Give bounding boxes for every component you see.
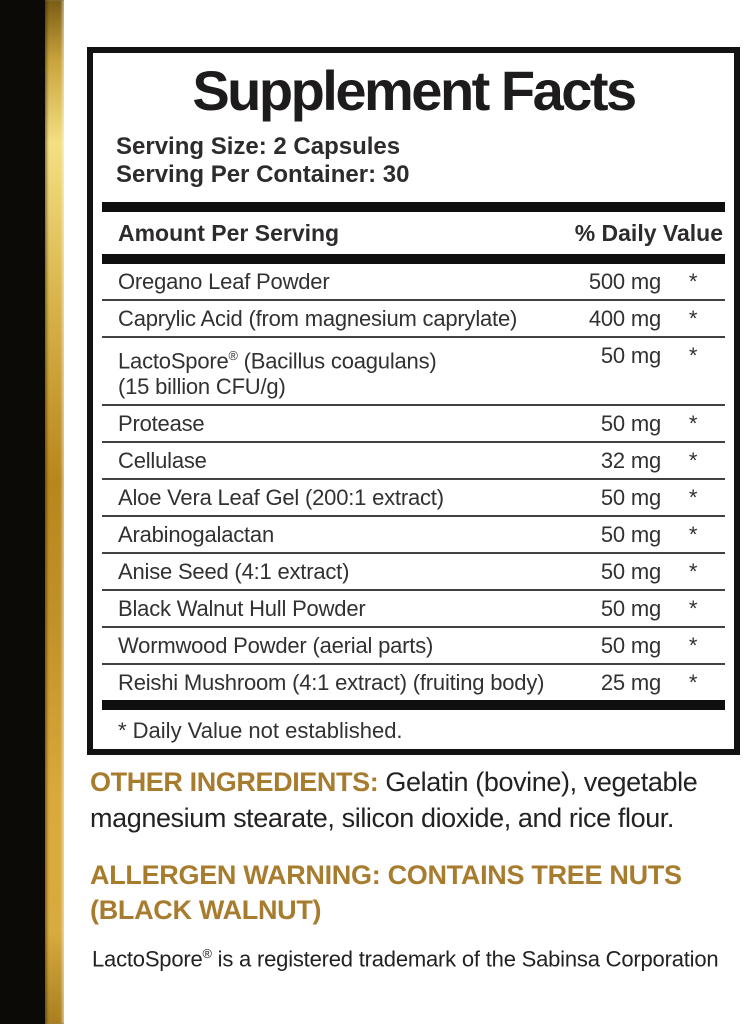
ingredient-row bbox=[102, 554, 725, 591]
serving-info bbox=[116, 133, 725, 189]
thick-divider bbox=[102, 202, 725, 212]
ingredient-name: Black Walnut Hull Powder bbox=[118, 596, 366, 622]
serving-size: Serving Size: 2 Capsules bbox=[116, 133, 401, 160]
ingredient-daily-value: * bbox=[688, 343, 698, 368]
thick-divider bbox=[102, 254, 725, 264]
ingredient-name: Arabinogalactan bbox=[118, 522, 275, 548]
ingredient-daily-value: * bbox=[688, 485, 698, 511]
ingredient-name: Cellulase bbox=[118, 448, 207, 474]
column-header-row bbox=[102, 212, 725, 254]
panel-title: Supplement Facts bbox=[192, 59, 635, 122]
ingredient-name-line2: (15 billion CFU/g) bbox=[118, 374, 286, 400]
ingredient-name bbox=[102, 343, 561, 400]
ingredient-row bbox=[102, 628, 725, 665]
ingredient-name: Anise Seed (4:1 extract) bbox=[118, 559, 350, 585]
ingredient-amount: 500 mg bbox=[588, 269, 661, 294]
column-header-amount: Amount Per Serving bbox=[118, 220, 340, 246]
ingredient-amount: 50 mg bbox=[600, 411, 661, 437]
left-black-edge-bar bbox=[0, 0, 45, 1024]
registered-trademark-symbol: ® bbox=[202, 946, 212, 961]
other-ingredients bbox=[90, 764, 750, 836]
servings-per-container: Serving Per Container: 30 bbox=[116, 161, 410, 188]
ingredient-daily-value: * bbox=[688, 306, 698, 331]
ingredient-name-part: LactoSpore bbox=[118, 348, 229, 374]
ingredient-row bbox=[102, 338, 725, 406]
ingredient-name: Protease bbox=[118, 411, 205, 437]
allergen-warning: ALLERGEN WARNING: CONTAINS TREE NUTS (BLACK WALNUT) bbox=[90, 860, 682, 925]
ingredient-name: Caprylic Acid (from magnesium caprylate) bbox=[118, 306, 518, 331]
ingredient-daily-value: * bbox=[688, 448, 698, 474]
trademark-note bbox=[92, 946, 750, 972]
ingredient-amount: 400 mg bbox=[588, 306, 661, 331]
ingredient-amount: 50 mg bbox=[600, 343, 661, 368]
ingredient-row bbox=[102, 264, 725, 301]
thick-divider bbox=[102, 700, 725, 710]
ingredient-row bbox=[102, 301, 725, 338]
ingredient-daily-value: * bbox=[688, 670, 698, 696]
ingredient-daily-value: * bbox=[688, 411, 698, 437]
ingredient-daily-value: * bbox=[688, 633, 698, 659]
ingredient-name: Reishi Mushroom (4:1 extract) (fruiting body) bbox=[118, 670, 545, 696]
ingredient-name: Aloe Vera Leaf Gel (200:1 extract) bbox=[118, 485, 444, 511]
ingredient-rows bbox=[102, 264, 725, 700]
other-ingredients-label: OTHER INGREDIENTS: bbox=[90, 767, 379, 797]
ingredient-amount: 50 mg bbox=[600, 596, 661, 622]
ingredient-daily-value: * bbox=[688, 269, 698, 294]
registered-trademark-symbol: ® bbox=[228, 348, 238, 363]
column-header-daily-value: % Daily Value bbox=[574, 220, 723, 246]
ingredient-row bbox=[102, 665, 725, 700]
daily-value-footnote: * Daily Value not established. bbox=[118, 718, 403, 744]
ingredient-name: Oregano Leaf Powder bbox=[118, 269, 330, 294]
ingredient-amount: 50 mg bbox=[600, 522, 661, 548]
other-ingredients-text: Gelatin (bovine), vegetable magnesium stearate, silicon dioxide, and rice flour. bbox=[90, 767, 698, 833]
ingredient-name: Wormwood Powder (aerial parts) bbox=[118, 633, 434, 659]
ingredient-row bbox=[102, 591, 725, 628]
left-gold-stripe bbox=[45, 0, 64, 1024]
ingredient-daily-value: * bbox=[688, 522, 698, 548]
ingredient-amount: 32 mg bbox=[600, 448, 661, 474]
ingredient-row bbox=[102, 406, 725, 443]
ingredient-amount: 50 mg bbox=[600, 559, 661, 585]
ingredient-row bbox=[102, 517, 725, 554]
ingredient-amount: 25 mg bbox=[600, 670, 661, 696]
trademark-brand: LactoSpore bbox=[92, 946, 203, 972]
supplement-facts-panel bbox=[87, 47, 740, 755]
ingredient-daily-value: * bbox=[688, 596, 698, 622]
ingredient-row bbox=[102, 443, 725, 480]
ingredient-amount: 50 mg bbox=[600, 633, 661, 659]
ingredient-daily-value: * bbox=[688, 559, 698, 585]
ingredient-name-part: (Bacillus coagulans) bbox=[237, 348, 437, 374]
ingredient-row bbox=[102, 480, 725, 517]
ingredient-amount: 50 mg bbox=[600, 485, 661, 511]
trademark-text: is a registered trademark of the Sabinsa Corporation bbox=[211, 946, 719, 972]
